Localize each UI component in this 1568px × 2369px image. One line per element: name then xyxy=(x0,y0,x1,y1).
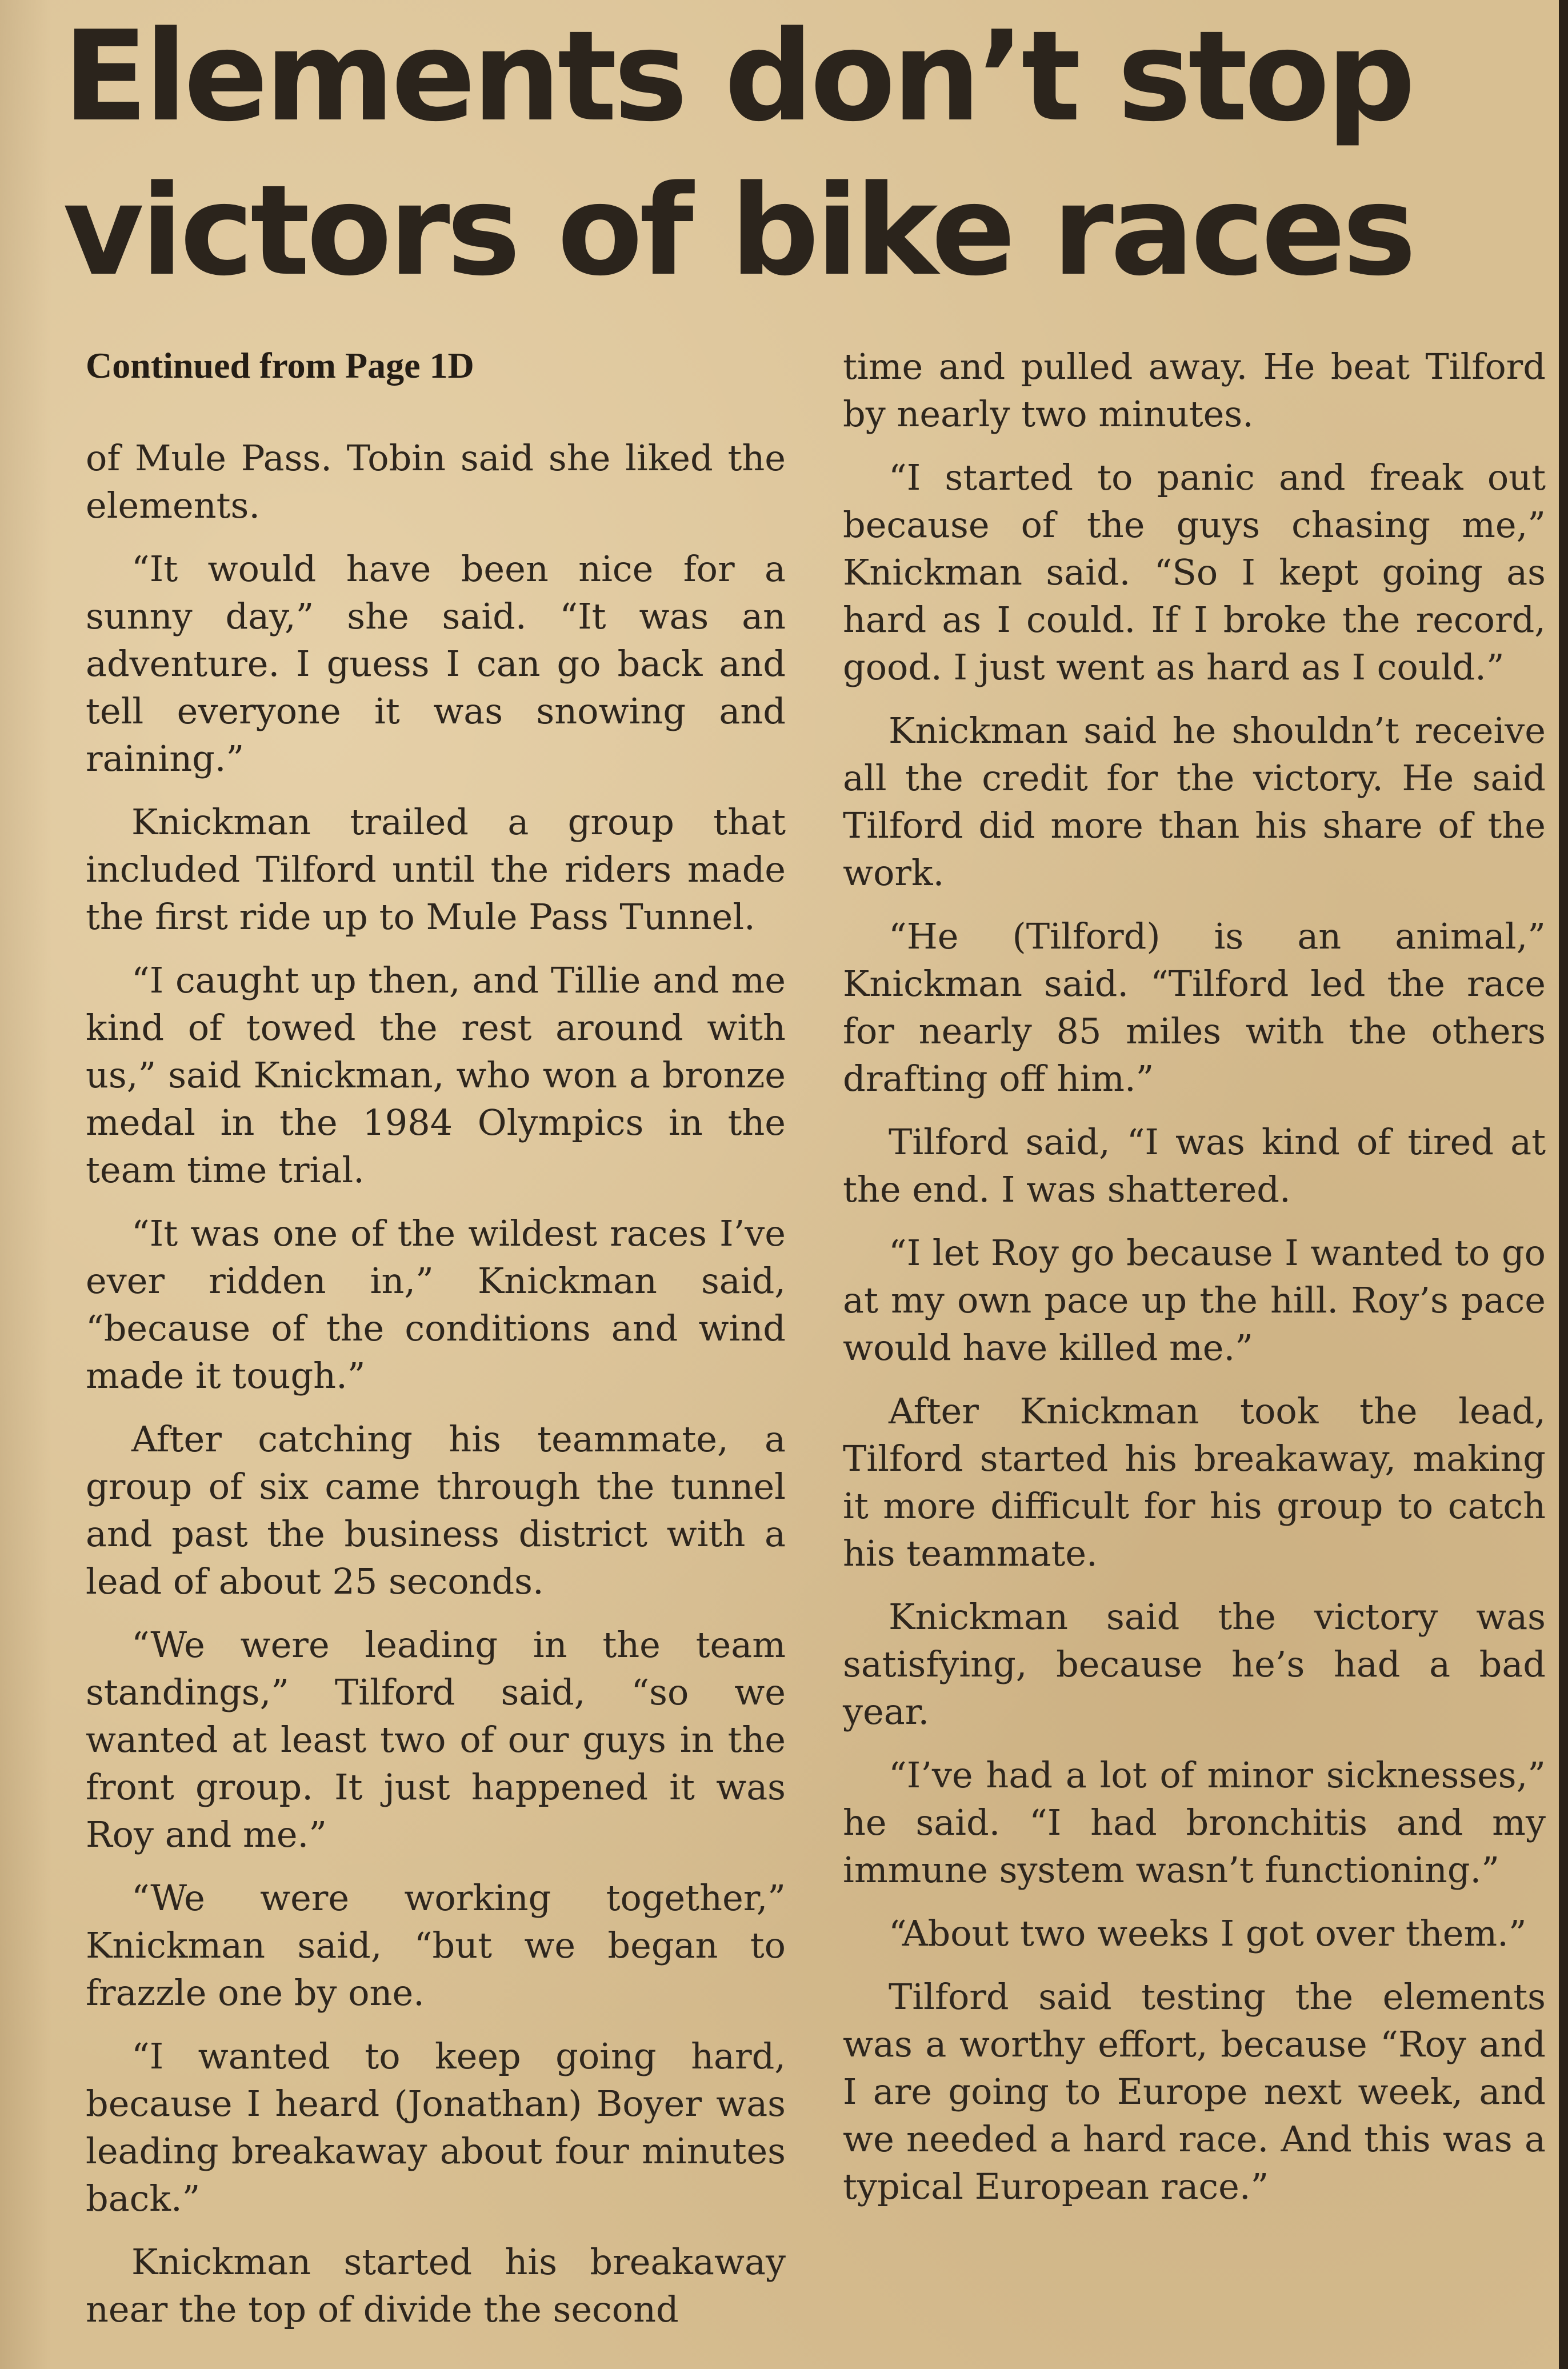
right-column xyxy=(843,343,1546,2226)
paragraph: Knickman started his breakaway near the top of divide the second xyxy=(86,2241,786,2330)
headline-line-1: Elements don’t stop xyxy=(63,5,1413,149)
paragraph: time and pulled away. He beat Tilford by nearly two minutes. xyxy=(843,346,1546,435)
paragraph: of Mule Pass. Tobin said she liked the elements. xyxy=(86,437,786,526)
paragraph: Knickman trailed a group that included Tilford until the riders made the first ride up to Mule Pass Tunnel. xyxy=(86,801,786,938)
paragraph: Knickman said he shouldn’t receive all the credit for the victory. He said Tilford did more than his share of the work. xyxy=(843,710,1546,894)
paragraph: “He (Tilford) is an animal,” Knickman said. “Tilford led the race for nearly 85 miles with the others drafting off him.” xyxy=(843,915,1546,1099)
paragraph: “I started to panic and freak out because of the guys chasing me,” Knickman said. “So I kept going as hard as I could. If I broke the record, good. I just went as hard as I could.” xyxy=(843,457,1546,688)
paragraph: “It was one of the wildest races I’ve ever ridden in,” Knickman said, “because of the conditions and wind made it tough.” xyxy=(86,1212,786,1396)
paragraph: After Knickman took the lead, Tilford started his breakaway, making it more difficult for his group to catch his teammate. xyxy=(843,1390,1546,1574)
paragraph: “It would have been nice for a sunny day,” she said. “It was an adventure. I guess I can go back and tell everyone it was snowing and raining.” xyxy=(86,548,786,779)
paragraph: “I wanted to keep going hard, because I heard (Jonathan) Boyer was leading breakaway about four minutes back.” xyxy=(86,2035,786,2219)
page-edge-shadow xyxy=(1559,0,1568,2369)
paragraph: “About two weeks I got over them.” xyxy=(889,1912,1527,1954)
paragraph: Knickman said the victory was satisfying, because he’s had a bad year. xyxy=(843,1596,1546,1732)
paragraph: Tilford said testing the elements was a worthy effort, because “Roy and I are going to Europe next week, and we needed a hard race. And this was a typical European race.” xyxy=(843,1976,1546,2207)
left-column xyxy=(86,343,786,2349)
paragraph: “We were working together,” Knickman said, “but we began to frazzle one by one. xyxy=(86,1877,786,2014)
paragraph: “I caught up then, and Tillie and me kind of towed the rest around with us,” said Knickman, who won a bronze medal in the 1984 Olympics in the team time trial. xyxy=(86,959,786,1191)
paragraph: “We were leading in the team standings,” Tilford said, “so we wanted at least two of our guys in the front group. It just happened it was Roy and me.” xyxy=(86,1624,786,1855)
continued-from-kicker: Continued from Page 1D xyxy=(86,345,474,386)
paragraph: Tilford said, “I was kind of tired at the end. I was shattered. xyxy=(843,1121,1546,1210)
paragraph: “I let Roy go because I wanted to go at my own pace up the hill. Roy’s pace would have killed me.” xyxy=(843,1232,1546,1368)
headline-line-2: victors of bike races xyxy=(63,159,1413,303)
headline xyxy=(63,0,1457,309)
paragraph: “I’ve had a lot of minor sicknesses,” he said. “I had bronchitis and my immune system wasn’t functioning.” xyxy=(843,1754,1546,1891)
paragraph: After catching his teammate, a group of six came through the tunnel and past the business district with a lead of about 25 seconds. xyxy=(86,1418,786,1602)
